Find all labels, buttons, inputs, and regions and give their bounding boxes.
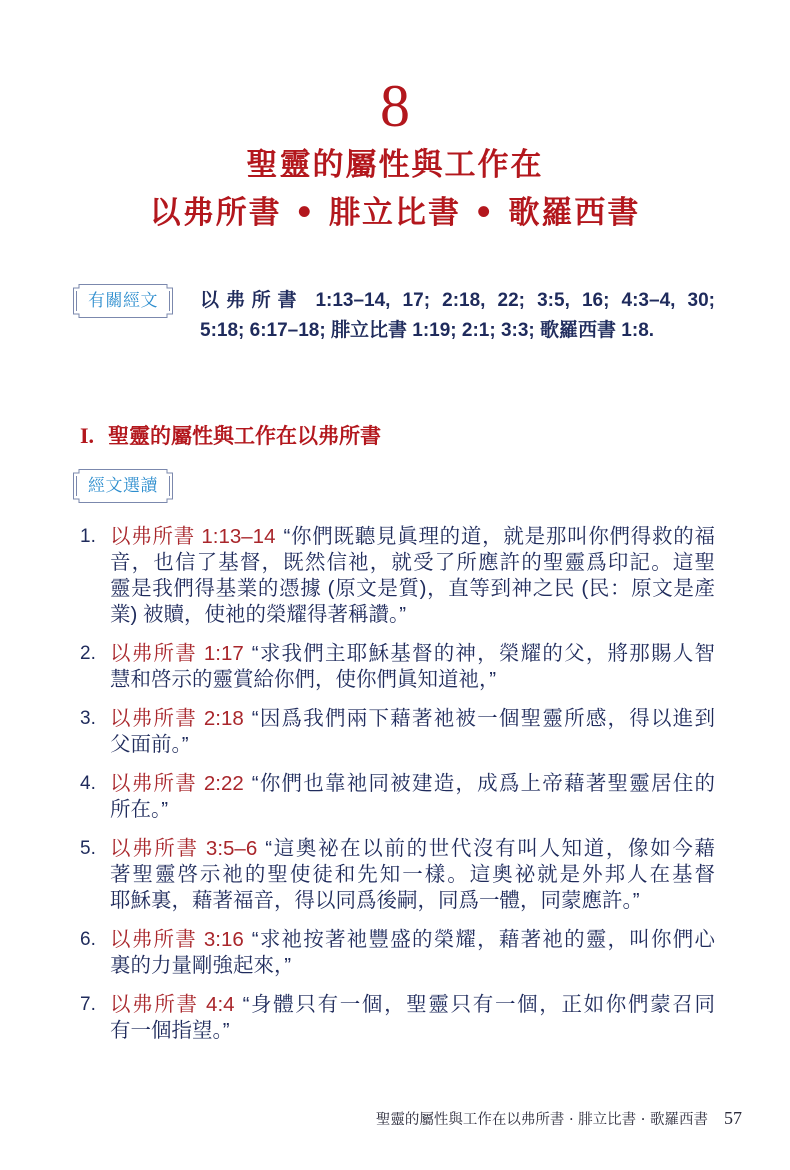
reading-item: [80, 524, 715, 628]
reference-line: 以弗所書 1:13–14, 17; 2:18, 22; 3:5, 16; 4:3–4, 30;: [200, 290, 715, 311]
chapter-title-line-1: 聖靈的屬性與工作在: [246, 147, 544, 183]
scripture-reference: 以弗所書 4:4: [110, 993, 235, 1016]
reading-item: [80, 771, 715, 823]
section-title: 聖靈的屬性與工作在以弗所書: [108, 425, 382, 448]
quote-text: “你們也靠祂同被建造，成爲上帝藉著聖靈居住的: [251, 772, 715, 795]
reading-number: 5.: [80, 838, 96, 859]
quote-text: “你們既聽見眞理的道，就是那叫你們得救的福: [283, 525, 715, 548]
reading-item: [80, 992, 715, 1044]
reading-number: 1.: [80, 526, 96, 547]
reading-item: [80, 706, 715, 758]
reading-line: [110, 524, 715, 550]
reading-item: [80, 927, 715, 979]
running-title: 聖靈的屬性與工作在以弗所書 · 腓立比書 · 歌羅西書: [375, 1112, 708, 1128]
scripture-reading-label: 經文選讀: [88, 476, 158, 495]
quote-text: “求祂按著祂豐盛的榮耀，藉著祂的靈，叫你們心: [251, 928, 715, 951]
reference-line: 5:18; 6:17–18; 腓立比書 1:19; 2:1; 3:3; 歌羅西書 1:8.: [200, 320, 655, 341]
quote-text: “求我們主耶穌基督的神，榮耀的父，將那賜人智: [251, 642, 715, 665]
reading-line: 著聖靈啓示祂的聖使徒和先知一樣。這奧祕就是外邦人在基督: [110, 863, 715, 886]
reading-line: 父面前。”: [110, 733, 189, 756]
scripture-reference: 以弗所書 2:22: [110, 772, 244, 795]
reading-number: 3.: [80, 708, 96, 729]
related-passages-references: [200, 286, 715, 346]
reading-line: 裏的力量剛強起來，”: [110, 954, 292, 977]
reading-number: 4.: [80, 773, 96, 794]
related-passages-label-box: [72, 283, 174, 319]
reading-line: [110, 771, 715, 797]
scripture-reference: 以弗所書 3:5–6: [110, 837, 258, 860]
page-footer: [376, 1106, 742, 1132]
reading-line: 靈是我們得基業的憑據 (原文是質)，直等到神之民 (民：原文是產: [110, 577, 715, 600]
quote-text: “身體只有一個，聖靈只有一個，正如你們蒙召同: [242, 993, 715, 1016]
reading-item: [80, 641, 715, 693]
reading-line: 所在。”: [110, 798, 169, 821]
reading-line: [110, 992, 715, 1018]
reading-number: 7.: [80, 994, 96, 1015]
reading-line: [110, 927, 715, 953]
reading-line: [110, 641, 715, 667]
scripture-reference: 以弗所書 1:13–14: [110, 525, 276, 548]
reading-number: 2.: [80, 643, 96, 664]
reading-item: [80, 836, 715, 914]
chapter-number: 8: [380, 73, 410, 139]
quote-text: “因爲我們兩下藉著祂被一個聖靈所感，得以進到: [251, 707, 715, 730]
chapter-title-line-2: 以弗所書 • 腓立比書 • 歌羅西書: [149, 195, 641, 231]
reading-number: 6.: [80, 929, 96, 950]
section-heading: [80, 421, 381, 452]
related-passages-label: 有關經文: [88, 291, 158, 310]
page-number: 57: [724, 1108, 742, 1128]
reading-line: 有一個指望。”: [110, 1019, 230, 1042]
section-numeral: I.: [80, 423, 95, 448]
scripture-reference: 以弗所書 3:16: [110, 928, 244, 951]
scripture-reference: 以弗所書 1:17: [110, 642, 244, 665]
scripture-reference: 以弗所書 2:18: [110, 707, 244, 730]
reading-line: [110, 706, 715, 732]
scripture-readings-list: [80, 524, 715, 1057]
reading-line: 音，也信了基督，既然信祂，就受了所應許的聖靈爲印記。這聖: [110, 551, 715, 574]
scripture-reading-label-box: [72, 468, 174, 504]
reading-line: [110, 836, 715, 862]
quote-text: “這奧祕在以前的世代沒有叫人知道，像如今藉: [265, 837, 715, 860]
reading-line: 業) 被贖，使祂的榮耀得著稱讚。”: [110, 603, 407, 626]
reading-line: 慧和啓示的靈賞給你們，使你們眞知道祂，”: [110, 668, 497, 691]
reading-line: 耶穌裏，藉著福音，得以同爲後嗣，同爲一體，同蒙應許。”: [110, 889, 640, 912]
